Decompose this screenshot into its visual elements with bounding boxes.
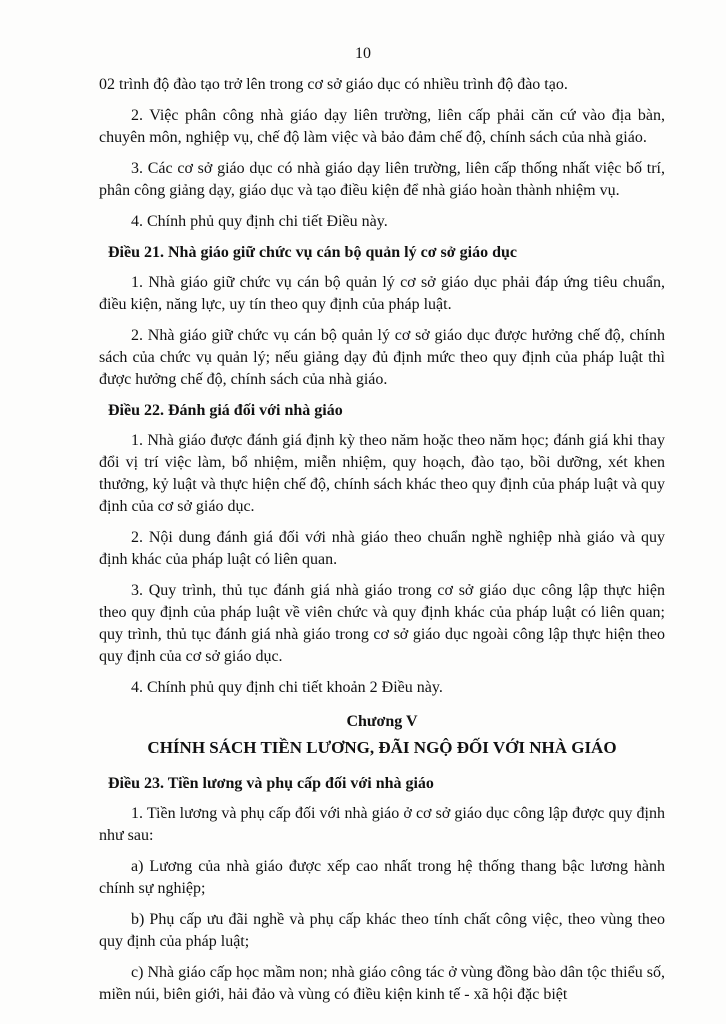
paragraph-article20-clause4: 4. Chính phủ quy định chi tiết Điều này. [131,213,388,230]
article-21-heading: Điều 21. Nhà giáo giữ chức vụ cán bộ quản lý cơ sở giáo dục [108,244,517,261]
paragraph-article22-clause3: 3. Quy trình, thủ tục đánh giá nhà giáo trong cơ sở giáo dục công lập thực hiện theo quy định của pháp luật về viên chức và quy định khác của pháp luật có liên quan; quy trình, thủ tục đánh giá nhà giáo trong cơ sở giáo dục ngoài công lập thực hiện theo quy định của cơ sở giáo dục. [99,582,665,665]
paragraph-article23-point-c: c) Nhà giáo cấp học mầm non; nhà giáo công tác ở vùng đồng bào dân tộc thiểu số, miền núi, biên giới, hải đảo và vùng có điều kiện kinh tế - xã hội đặc biệt [99,964,665,1003]
paragraph-article20-clause2: 2. Việc phân công nhà giáo dạy liên trường, liên cấp phải căn cứ vào địa bàn, chuyên môn, nghiệp vụ, chế độ làm việc và bảo đảm chế độ, chính sách của nhà giáo. [99,107,665,146]
paragraph-article23-point-b: b) Phụ cấp ưu đãi nghề và phụ cấp khác theo tính chất công việc, theo vùng theo quy định của pháp luật; [99,911,665,950]
paragraph-continuation: 02 trình độ đào tạo trở lên trong cơ sở giáo dục có nhiều trình độ đào tạo. [99,76,568,93]
paragraph-article22-clause4: 4. Chính phủ quy định chi tiết khoản 2 Điều này. [131,679,443,696]
chapter-label: Chương V [346,713,418,730]
paragraph-article23-clause1: 1. Tiền lương và phụ cấp đối với nhà giáo ở cơ sở giáo dục công lập được quy định như sau: [99,805,665,844]
paragraph-article20-clause3: 3. Các cơ sở giáo dục có nhà giáo dạy liên trường, liên cấp thống nhất việc bố trí, phân công giảng dạy, giáo dục và tạo điều kiện để nhà giáo hoàn thành nhiệm vụ. [99,160,665,199]
paragraph-article21-clause1: 1. Nhà giáo giữ chức vụ cán bộ quản lý cơ sở giáo dục phải đáp ứng tiêu chuẩn, điều kiện, năng lực, uy tín theo quy định của pháp luật. [99,274,665,313]
paragraph-article23-point-a: a) Lương của nhà giáo được xếp cao nhất trong hệ thống thang bậc lương hành chính sự nghiệp; [99,858,665,897]
document-body [99,74,665,1015]
article-23-heading: Điều 23. Tiền lương và phụ cấp đối với nhà giáo [108,775,434,792]
chapter-title: CHÍNH SÁCH TIỀN LƯƠNG, ĐÃI NGỘ ĐỐI VỚI NHÀ GIÁO [147,738,617,757]
article-22-heading: Điều 22. Đánh giá đối với nhà giáo [108,402,343,419]
paragraph-article22-clause2: 2. Nội dung đánh giá đối với nhà giáo theo chuẩn nghề nghiệp nhà giáo và quy định khác của pháp luật có liên quan. [99,529,665,568]
paragraph-article22-clause1: 1. Nhà giáo được đánh giá định kỳ theo năm hoặc theo năm học; đánh giá khi thay đổi vị trí việc làm, bổ nhiệm, miễn nhiệm, quy hoạch, đào tạo, bồi dưỡng, xét khen thưởng, kỷ luật và thực hiện chế độ, chính sách khác theo quy định của pháp luật và quy định của cơ sở giáo dục. [99,432,665,515]
paragraph-article21-clause2: 2. Nhà giáo giữ chức vụ cán bộ quản lý cơ sở giáo dục được hưởng chế độ, chính sách của chức vụ quản lý; nếu giảng dạy đủ định mức theo quy định của pháp luật thì được hưởng chế độ, chính sách của nhà giáo. [99,327,665,388]
page-number: 10 [355,45,371,62]
